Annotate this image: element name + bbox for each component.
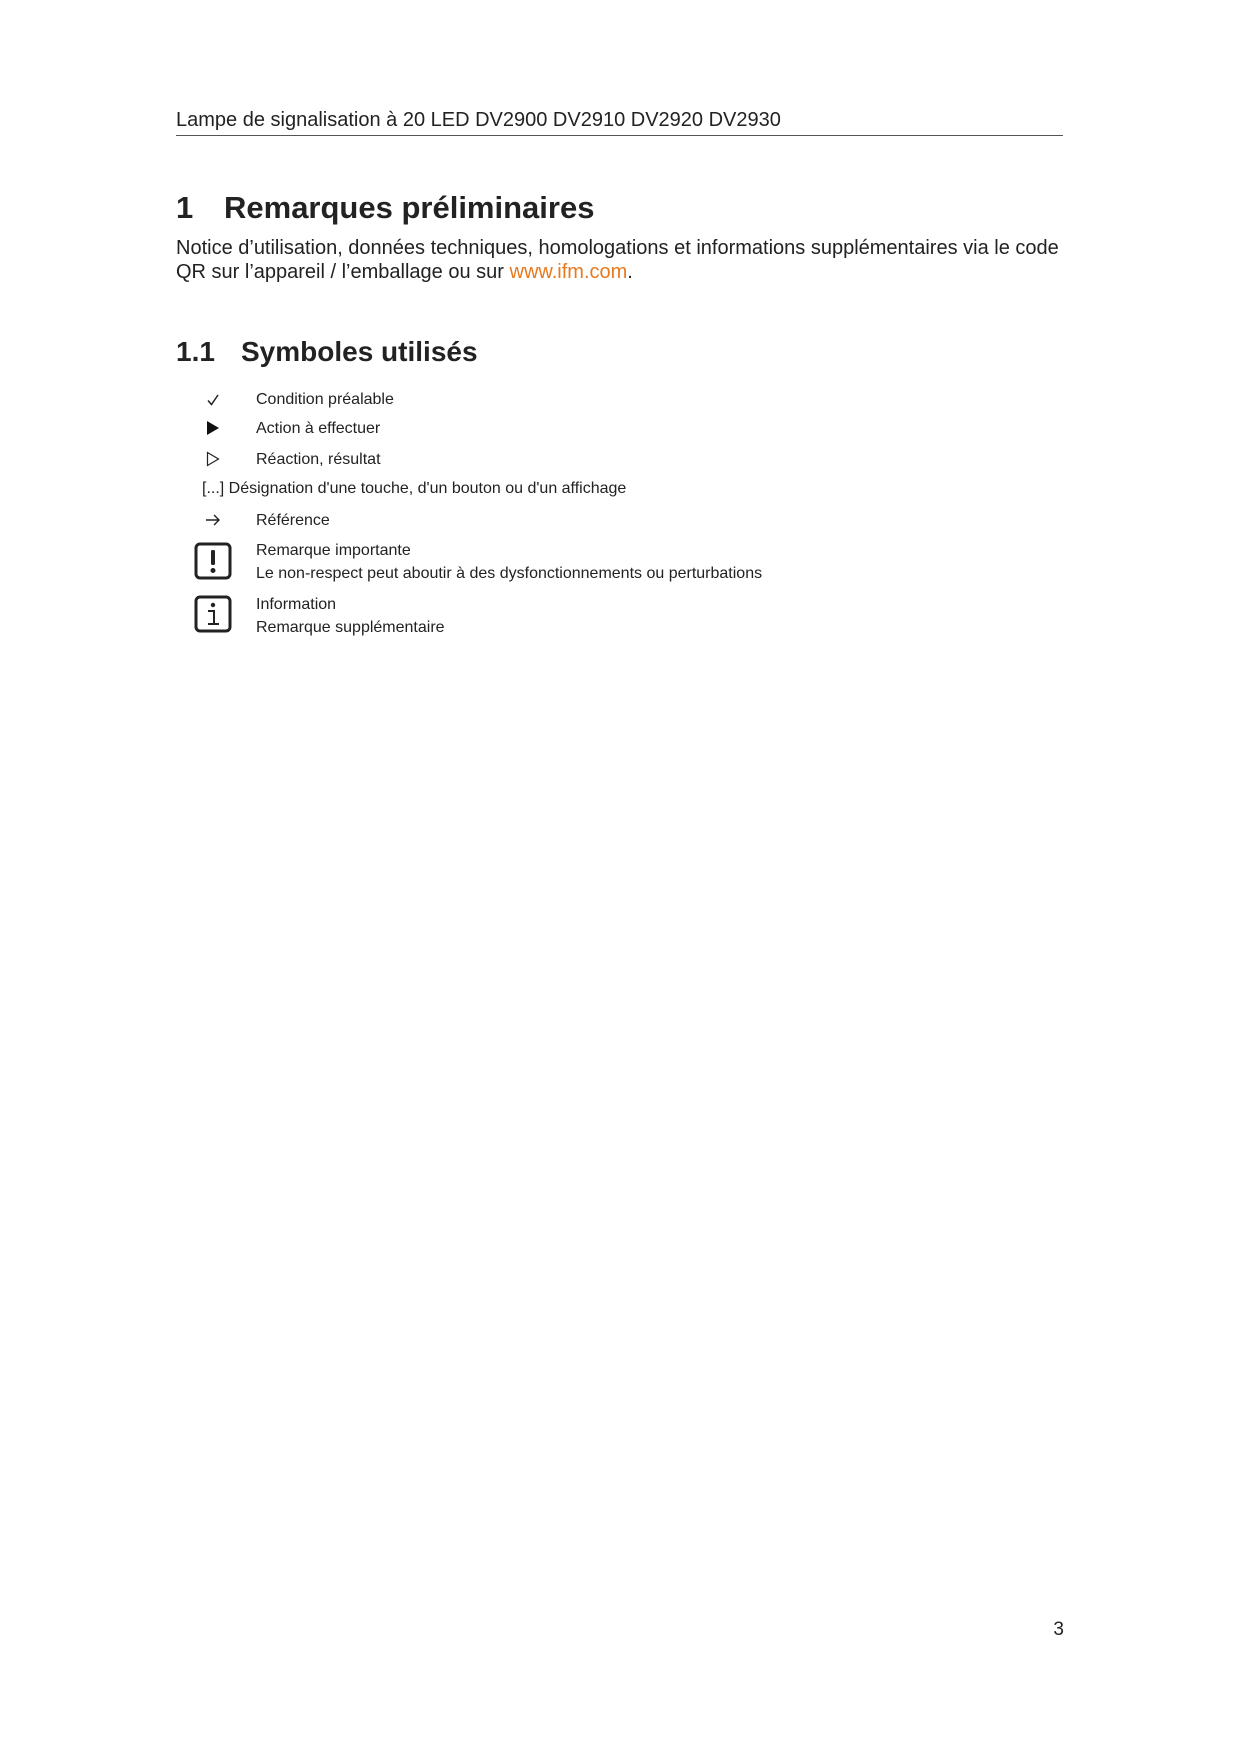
section-heading-1-1	[176, 334, 478, 370]
page-number: 3	[1053, 1619, 1064, 1640]
intro-paragraph	[176, 236, 1076, 284]
outline-triangle-icon	[203, 449, 223, 469]
subsection-title: Symboles utilisés	[241, 336, 478, 367]
section-title: Remarques préliminaires	[224, 190, 595, 225]
symbol-label: Information	[256, 596, 337, 613]
exclamation-box-icon	[193, 541, 233, 581]
symbol-label: Action à effectuer	[256, 420, 381, 437]
symbol-label: Remarque importante	[256, 542, 411, 559]
intro-line-2	[176, 260, 1076, 284]
symbol-label: Réaction, résultat	[256, 451, 381, 468]
symbol-label: Condition préalable	[256, 391, 394, 408]
section-heading-1	[176, 188, 594, 228]
symbol-label-brackets: [...] Désignation d'une touche, d'un bouton ou d'un affichage	[202, 480, 627, 497]
symbol-label: Référence	[256, 512, 330, 529]
subsection-number: 1.1	[176, 336, 215, 367]
intro-line-1: Notice d’utilisation, données techniques, homologations et informations supplémentaires via le code	[176, 237, 1059, 259]
info-box-icon	[193, 594, 233, 634]
intro-line-2-text: QR sur l’appareil / l’emballage ou sur	[176, 261, 510, 283]
section-number: 1	[176, 190, 194, 225]
page-header: Lampe de signalisation à 20 LED DV2900 DV2910 DV2920 DV2930	[176, 108, 1063, 136]
symbol-sublabel: Remarque supplémentaire	[256, 619, 445, 636]
intro-line-2-end: .	[627, 261, 633, 283]
symbol-sublabel: Le non-respect peut aboutir à des dysfonctionnements ou perturbations	[256, 565, 763, 582]
filled-triangle-icon	[203, 418, 223, 438]
checkmark-icon	[203, 390, 223, 410]
ifm-website-link[interactable]: www.ifm.com	[509, 261, 628, 283]
arrow-right-icon	[203, 510, 223, 530]
